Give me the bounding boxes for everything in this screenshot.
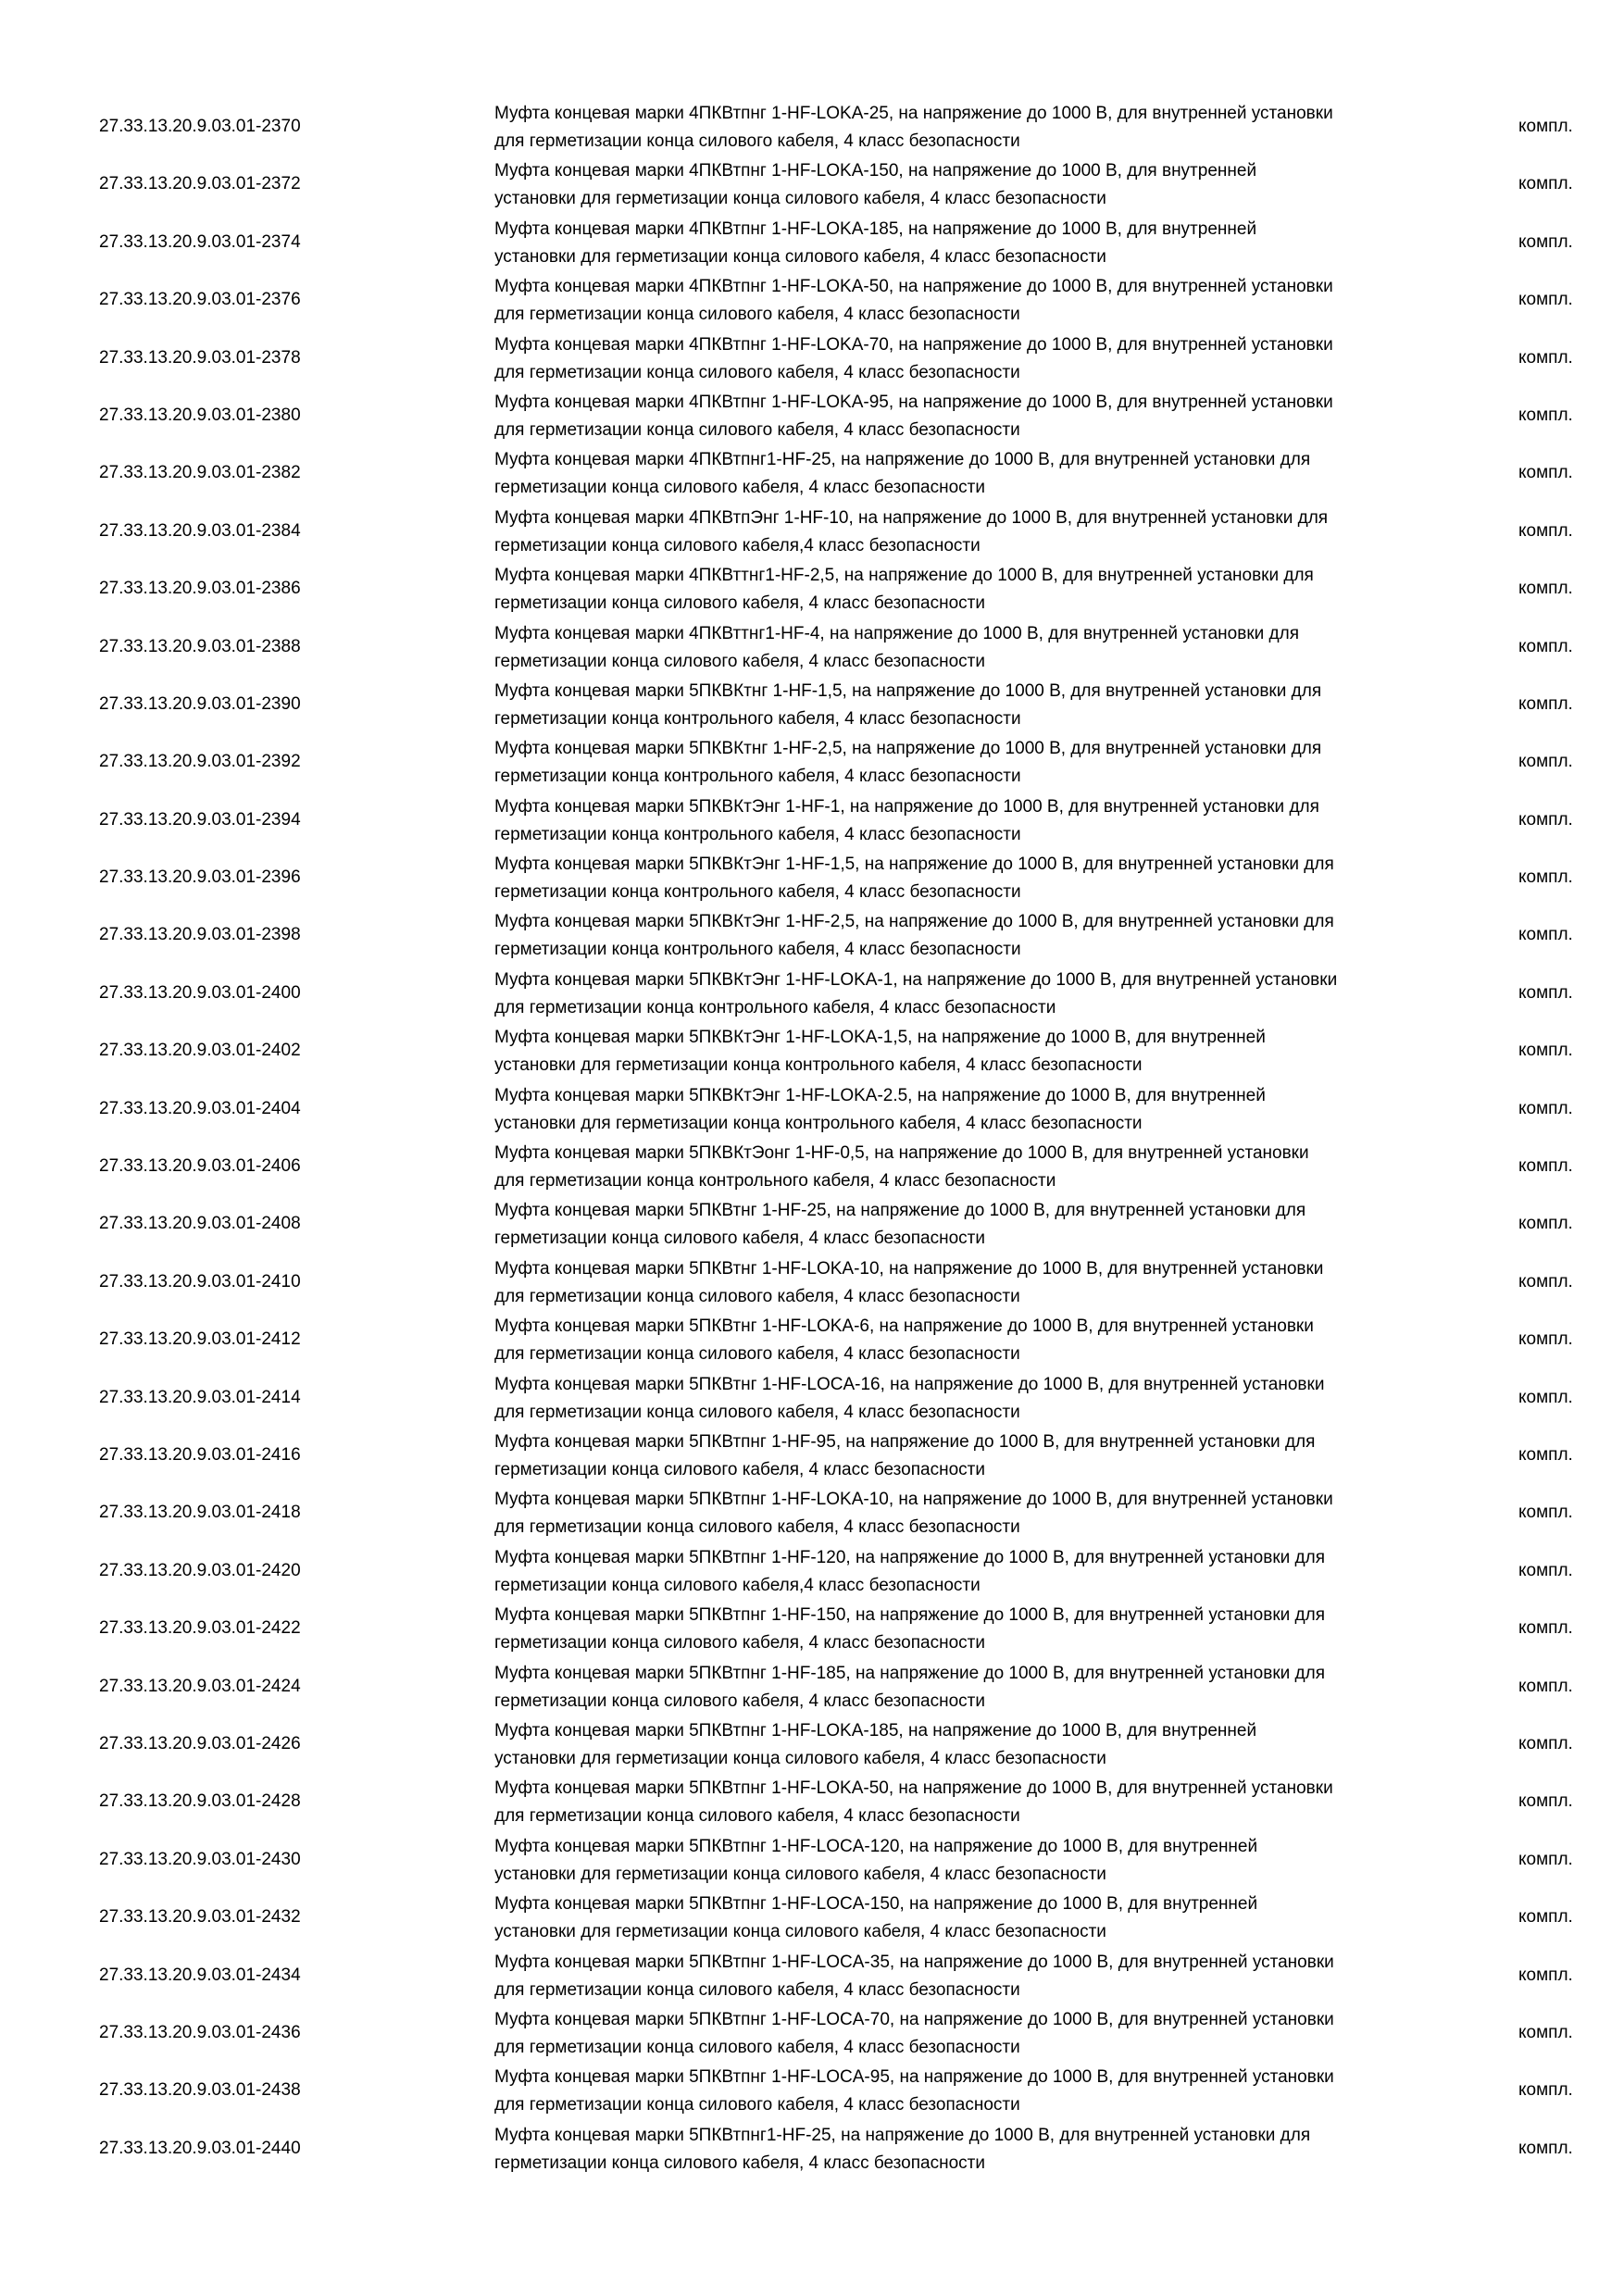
item-unit: компл. (1518, 2138, 1573, 2158)
item-unit: компл. (1518, 117, 1573, 136)
item-unit: компл. (1518, 1676, 1573, 1696)
item-code: 27.33.13.20.9.03.01-2416 (99, 1444, 301, 1465)
item-description-line-2: установки для герметизации конца силового кабеля, 4 класс безопасности (494, 1864, 1106, 1884)
table-row (0, 1427, 1624, 1484)
table-row (0, 2120, 1624, 2177)
table-row (0, 330, 1624, 387)
item-unit: компл. (1518, 231, 1573, 252)
item-description-line-2: для герметизации конца силового кабеля, 4 класс безопасности (494, 305, 1020, 325)
item-code: 27.33.13.20.9.03.01-2374 (99, 231, 301, 252)
item-description (494, 331, 1457, 387)
item-description (494, 1602, 1457, 1657)
item-description-line-2: герметизации конца контрольного кабеля, 4 класс безопасности (494, 767, 1021, 787)
item-description-line-2: герметизации конца силового кабеля,4 класс безопасности (494, 1575, 981, 1595)
table-row (0, 1138, 1624, 1195)
item-code: 27.33.13.20.9.03.01-2378 (99, 347, 301, 368)
item-description-line-1: Муфта концевая марки 5ПКВтпнг 1-HF-LOCA-95, на напряжение до 1000 В, для внутренней установки (494, 2067, 1334, 2088)
item-description (494, 1833, 1457, 1889)
item-description-line-2: установки для герметизации конца силового кабеля, 4 класс безопасности (494, 246, 1106, 267)
item-description-line-1: Муфта концевая марки 5ПКВтпнг 1-HF-LOCA-70, на напряжение до 1000 В, для внутренней установки (494, 2009, 1334, 2029)
item-code: 27.33.13.20.9.03.01-2376 (99, 290, 301, 310)
item-description-line-2: герметизации конца контрольного кабеля, 4 класс безопасности (494, 708, 1021, 729)
table-row (0, 849, 1624, 906)
item-description-line-1: Муфта концевая марки 4ПКВтпнг 1-HF-LOKA-70, на напряжение до 1000 В, для внутренней установки (494, 334, 1333, 355)
item-description-line-1: Муфта концевая марки 5ПКВКтЭнг 1-HF-LOKA-1, на напряжение до 1000 В, для внутренней установки (494, 969, 1338, 990)
item-description-line-1: Муфта концевая марки 5ПКВтпнг 1-HF-185, на напряжение до 1000 В, для внутренней установки для (494, 1663, 1325, 1683)
item-description-line-2: для герметизации конца силового кабеля, 4 класс безопасности (494, 1979, 1020, 2000)
item-code: 27.33.13.20.9.03.01-2386 (99, 579, 301, 599)
item-description-line-1: Муфта концевая марки 5ПКВтпнг 1-HF-120, на напряжение до 1000 В, для внутренней установки для (494, 1547, 1325, 1567)
item-description-line-2: для герметизации конца контрольного кабеля, 4 класс безопасности (494, 1171, 1056, 1192)
item-description (494, 1140, 1457, 1195)
item-description (494, 1486, 1457, 1541)
item-description-line-2: герметизации конца силового кабеля, 4 класс безопасности (494, 1459, 985, 1479)
item-description-line-1: Муфта концевая марки 5ПКВтнг 1-HF-LOCA-16, на напряжение до 1000 В, для внутренней установки (494, 1374, 1325, 1394)
table-row (0, 1831, 1624, 1889)
catalog-table (0, 98, 1624, 2177)
item-description-line-2: для герметизации конца контрольного кабеля, 4 класс безопасности (494, 997, 1056, 1017)
item-unit: компл. (1518, 290, 1573, 310)
item-description (494, 273, 1457, 329)
item-description-line-2: герметизации конца силового кабеля, 4 класс безопасности (494, 2152, 985, 2173)
item-description-line-1: Муфта концевая марки 5ПКВКтЭнг 1-HF-LOKA-2.5, на напряжение до 1000 В, для внутренней (494, 1085, 1266, 1105)
item-code: 27.33.13.20.9.03.01-2392 (99, 752, 301, 772)
item-unit: компл. (1518, 1041, 1573, 1061)
item-description-line-2: герметизации конца силового кабеля, 4 класс безопасности (494, 593, 985, 614)
item-description (494, 735, 1457, 791)
item-description-line-1: Муфта концевая марки 5ПКВтпнг 1-HF-LOKA-50, на напряжение до 1000 В, для внутренней установки (494, 1778, 1333, 1799)
table-row (0, 965, 1624, 1022)
item-description-line-2: герметизации конца силового кабеля, 4 класс безопасности (494, 478, 985, 498)
item-description-line-2: для герметизации конца силового кабеля, 4 класс безопасности (494, 1402, 1020, 1422)
item-unit: компл. (1518, 2022, 1573, 2042)
item-description-line-1: Муфта концевая марки 4ПКВтпнг1-HF-25, на напряжение до 1000 В, для внутренней установки для (494, 450, 1311, 470)
item-description-line-2: герметизации конца силового кабеля, 4 класс безопасности (494, 1633, 985, 1653)
item-description-line-2: герметизации конца контрольного кабеля, 4 класс безопасности (494, 824, 1021, 844)
item-description-line-1: Муфта концевая марки 4ПКВтпнг 1-HF-LOKA-185, на напряжение до 1000 В, для внутренней (494, 218, 1257, 239)
item-code: 27.33.13.20.9.03.01-2400 (99, 982, 301, 1003)
item-unit: компл. (1518, 925, 1573, 945)
item-unit: компл. (1518, 347, 1573, 368)
item-unit: компл. (1518, 1387, 1573, 1407)
table-row (0, 2004, 1624, 2062)
table-row (0, 1600, 1624, 1657)
item-unit: компл. (1518, 1271, 1573, 1292)
table-row (0, 1542, 1624, 1600)
item-unit: компл. (1518, 405, 1573, 425)
item-description-line-2: для герметизации конца силового кабеля, 4 класс безопасности (494, 2095, 1020, 2115)
table-row (0, 156, 1624, 213)
item-description (494, 1197, 1457, 1253)
item-code: 27.33.13.20.9.03.01-2412 (99, 1329, 301, 1350)
item-description (494, 1890, 1457, 1946)
item-code: 27.33.13.20.9.03.01-2410 (99, 1271, 301, 1292)
item-description-line-2: герметизации конца силового кабеля, 4 класс безопасности (494, 1229, 985, 1249)
item-description-line-1: Муфта концевая марки 5ПКВКтЭнг 1-HF-2,5, на напряжение до 1000 В, для внутренней установки для (494, 912, 1334, 932)
item-description (494, 157, 1457, 213)
item-code: 27.33.13.20.9.03.01-2390 (99, 693, 301, 714)
table-row (0, 560, 1624, 618)
table-row (0, 733, 1624, 791)
item-description (494, 2064, 1457, 2119)
item-description-line-1: Муфта концевая марки 4ПКВтпЭнг 1-HF-10, на напряжение до 1000 В, для внутренней установки для (494, 507, 1329, 528)
item-description (494, 389, 1457, 444)
item-description (494, 1082, 1457, 1138)
item-code: 27.33.13.20.9.03.01-2402 (99, 1041, 301, 1061)
item-unit: компл. (1518, 1618, 1573, 1639)
item-description-line-2: герметизации конца силового кабеля, 4 класс безопасности (494, 651, 985, 671)
item-description-line-1: Муфта концевая марки 5ПКВтнг 1-HF-LOKA-6, на напряжение до 1000 В, для внутренней установки (494, 1316, 1314, 1337)
item-unit: компл. (1518, 1849, 1573, 1869)
item-code: 27.33.13.20.9.03.01-2370 (99, 117, 301, 136)
item-unit: компл. (1518, 1907, 1573, 1928)
item-description-line-2: герметизации конца контрольного кабеля, 4 класс безопасности (494, 940, 1021, 960)
table-row (0, 1369, 1624, 1427)
item-unit: компл. (1518, 1733, 1573, 1753)
item-description (494, 1429, 1457, 1484)
item-description-line-2: для герметизации конца силового кабеля, 4 класс безопасности (494, 1517, 1020, 1538)
item-description-line-1: Муфта концевая марки 5ПКВтпнг 1-HF-150, на напряжение до 1000 В, для внутренней установки для (494, 1605, 1325, 1626)
item-description (494, 1775, 1457, 1830)
item-unit: компл. (1518, 1214, 1573, 1234)
item-description-line-1: Муфта концевая марки 5ПКВКтЭнг 1-HF-1,5, на напряжение до 1000 В, для внутренней установки для (494, 855, 1334, 875)
table-row (0, 676, 1624, 733)
item-code: 27.33.13.20.9.03.01-2394 (99, 809, 301, 830)
item-description-line-1: Муфта концевая марки 5ПКВтпнг 1-HF-95, на напряжение до 1000 В, для внутренней установки для (494, 1431, 1316, 1452)
item-unit: компл. (1518, 1098, 1573, 1118)
item-code: 27.33.13.20.9.03.01-2414 (99, 1387, 301, 1407)
item-description-line-1: Муфта концевая марки 5ПКВтпнг 1-HF-LOCA-35, на напряжение до 1000 В, для внутренней установки (494, 1952, 1334, 1972)
item-code: 27.33.13.20.9.03.01-2384 (99, 520, 301, 541)
item-description-line-2: герметизации конца силового кабеля,4 класс безопасности (494, 535, 981, 555)
item-description (494, 1717, 1457, 1773)
item-unit: компл. (1518, 1503, 1573, 1523)
item-unit: компл. (1518, 1156, 1573, 1177)
table-row (0, 214, 1624, 271)
item-description-line-1: Муфта концевая марки 5ПКВтнг 1-HF-LOKA-10, на напряжение до 1000 В, для внутренней установки (494, 1258, 1324, 1279)
item-code: 27.33.13.20.9.03.01-2408 (99, 1214, 301, 1234)
item-code: 27.33.13.20.9.03.01-2432 (99, 1907, 301, 1928)
item-description-line-2: герметизации конца силового кабеля, 4 класс безопасности (494, 1691, 985, 1711)
item-description-line-2: установки для герметизации конца силового кабеля, 4 класс безопасности (494, 1748, 1106, 1768)
item-unit: компл. (1518, 1791, 1573, 1812)
item-code: 27.33.13.20.9.03.01-2382 (99, 463, 301, 483)
item-description (494, 2122, 1457, 2177)
item-code: 27.33.13.20.9.03.01-2430 (99, 1849, 301, 1869)
item-code: 27.33.13.20.9.03.01-2422 (99, 1618, 301, 1639)
table-row (0, 1947, 1624, 2004)
item-unit: компл. (1518, 1560, 1573, 1580)
item-description-line-2: установки для герметизации конца силового кабеля, 4 класс безопасности (494, 1922, 1106, 1942)
item-code: 27.33.13.20.9.03.01-2424 (99, 1676, 301, 1696)
item-code: 27.33.13.20.9.03.01-2434 (99, 1965, 301, 1985)
item-description-line-1: Муфта концевая марки 4ПКВтпнг 1-HF-LOKA-50, на напряжение до 1000 В, для внутренней установки (494, 277, 1333, 297)
item-code: 27.33.13.20.9.03.01-2440 (99, 2138, 301, 2158)
item-unit: компл. (1518, 579, 1573, 599)
table-row (0, 98, 1624, 156)
item-unit: компл. (1518, 752, 1573, 772)
item-description-line-2: для герметизации конца силового кабеля, 4 класс безопасности (494, 362, 1020, 382)
table-row (0, 2062, 1624, 2119)
item-description-line-2: для герметизации конца силового кабеля, 4 класс безопасности (494, 1344, 1020, 1365)
item-description-line-2: установки для герметизации конца контрольного кабеля, 4 класс безопасности (494, 1055, 1143, 1076)
table-row (0, 503, 1624, 560)
item-unit: компл. (1518, 520, 1573, 541)
item-description-line-1: Муфта концевая марки 5ПКВтпнг 1-HF-LOKA-185, на напряжение до 1000 В, для внутренней (494, 1720, 1257, 1741)
item-description-line-2: установки для герметизации конца контрольного кабеля, 4 класс безопасности (494, 1113, 1143, 1133)
item-description-line-1: Муфта концевая марки 5ПКВтпнг 1-HF-LOCA-150, на напряжение до 1000 В, для внутренней (494, 1894, 1258, 1915)
item-code: 27.33.13.20.9.03.01-2398 (99, 925, 301, 945)
table-row (0, 1889, 1624, 1946)
item-description (494, 446, 1457, 502)
item-description (494, 100, 1457, 156)
item-description-line-1: Муфта концевая марки 5ПКВКтнг 1-HF-2,5, на напряжение до 1000 В, для внутренней установки для (494, 739, 1322, 759)
table-row (0, 1022, 1624, 1079)
table-row (0, 444, 1624, 502)
item-unit: компл. (1518, 1965, 1573, 1985)
item-description-line-1: Муфта концевая марки 4ПКВтпнг 1-HF-LOKA-25, на напряжение до 1000 В, для внутренней установки (494, 104, 1333, 123)
table-row (0, 792, 1624, 849)
table-row (0, 1254, 1624, 1311)
table-row (0, 1658, 1624, 1716)
item-description-line-1: Муфта концевая марки 4ПКВттнг1-HF-4, на напряжение до 1000 В, для внутренней установки для (494, 623, 1299, 643)
item-description (494, 678, 1457, 733)
item-unit: компл. (1518, 982, 1573, 1003)
item-code: 27.33.13.20.9.03.01-2388 (99, 636, 301, 656)
item-description (494, 793, 1457, 849)
item-description (494, 967, 1457, 1022)
item-description (494, 216, 1457, 271)
table-row (0, 1484, 1624, 1541)
item-description-line-2: для герметизации конца силового кабеля, 4 класс безопасности (494, 1806, 1020, 1827)
item-code: 27.33.13.20.9.03.01-2404 (99, 1098, 301, 1118)
item-unit: компл. (1518, 693, 1573, 714)
item-unit: компл. (1518, 867, 1573, 888)
item-description (494, 1371, 1457, 1427)
item-description-line-2: установки для герметизации конца силового кабеля, 4 класс безопасности (494, 189, 1106, 209)
item-code: 27.33.13.20.9.03.01-2396 (99, 867, 301, 888)
item-description-line-1: Муфта концевая марки 5ПКВтнг 1-HF-25, на напряжение до 1000 В, для внутренней установки для (494, 1201, 1306, 1221)
table-row (0, 1195, 1624, 1253)
item-description-line-2: для герметизации конца силового кабеля, 4 класс безопасности (494, 419, 1020, 440)
item-description-line-2: герметизации конца контрольного кабеля, 4 класс безопасности (494, 882, 1021, 903)
table-row (0, 1773, 1624, 1830)
item-code: 27.33.13.20.9.03.01-2420 (99, 1560, 301, 1580)
table-row (0, 1311, 1624, 1368)
item-description-line-1: Муфта концевая марки 4ПКВтпнг 1-HF-LOKA-150, на напряжение до 1000 В, для внутренней (494, 161, 1257, 181)
table-row (0, 1716, 1624, 1773)
item-description (494, 1949, 1457, 2004)
item-unit: компл. (1518, 636, 1573, 656)
item-description-line-1: Муфта концевая марки 5ПКВтпнг1-HF-25, на напряжение до 1000 В, для внутренней установки для (494, 2125, 1311, 2145)
item-code: 27.33.13.20.9.03.01-2418 (99, 1503, 301, 1523)
item-code: 27.33.13.20.9.03.01-2436 (99, 2022, 301, 2042)
item-description (494, 2006, 1457, 2062)
item-description-line-1: Муфта концевая марки 5ПКВтпнг 1-HF-LOKA-10, на напряжение до 1000 В, для внутренней установки (494, 1490, 1333, 1510)
item-description (494, 1024, 1457, 1079)
item-code: 27.33.13.20.9.03.01-2380 (99, 405, 301, 425)
table-row (0, 906, 1624, 964)
item-unit: компл. (1518, 174, 1573, 194)
item-description (494, 1544, 1457, 1600)
item-description-line-1: Муфта концевая марки 5ПКВтпнг 1-HF-LOCA-120, на напряжение до 1000 В, для внутренней (494, 1836, 1258, 1856)
item-description (494, 1255, 1457, 1311)
item-description (494, 505, 1457, 560)
item-code: 27.33.13.20.9.03.01-2428 (99, 1791, 301, 1812)
item-unit: компл. (1518, 1329, 1573, 1350)
item-unit: компл. (1518, 1444, 1573, 1465)
item-description (494, 620, 1457, 676)
item-code: 27.33.13.20.9.03.01-2438 (99, 2080, 301, 2101)
item-description (494, 1313, 1457, 1368)
table-row (0, 387, 1624, 444)
table-row (0, 1080, 1624, 1138)
item-description-line-1: Муфта концевая марки 5ПКВКтЭнг 1-HF-1, на напряжение до 1000 В, для внутренней установки для (494, 796, 1319, 817)
item-code: 27.33.13.20.9.03.01-2426 (99, 1733, 301, 1753)
item-description-line-1: Муфта концевая марки 5ПКВКтЭнг 1-HF-LOKA-1,5, на напряжение до 1000 В, для внутренней (494, 1028, 1266, 1048)
item-description-line-2: для герметизации конца силового кабеля, 4 класс безопасности (494, 1286, 1020, 1306)
item-description (494, 562, 1457, 618)
item-code: 27.33.13.20.9.03.01-2372 (99, 174, 301, 194)
item-description-line-1: Муфта концевая марки 4ПКВтпнг 1-HF-LOKA-95, на напряжение до 1000 В, для внутренней установки (494, 392, 1333, 412)
item-description-line-1: Муфта концевая марки 5ПКВКтнг 1-HF-1,5, на напряжение до 1000 В, для внутренней установки для (494, 680, 1322, 701)
item-description-line-2: для герметизации конца силового кабеля, 4 класс безопасности (494, 131, 1020, 151)
item-unit: компл. (1518, 2080, 1573, 2101)
item-description-line-1: Муфта концевая марки 5ПКВКтЭонг 1-HF-0,5, на напряжение до 1000 В, для внутренней установки (494, 1143, 1309, 1164)
item-description (494, 908, 1457, 964)
item-unit: компл. (1518, 463, 1573, 483)
item-description-line-1: Муфта концевая марки 4ПКВттнг1-HF-2,5, на напряжение до 1000 В, для внутренней установки для (494, 566, 1314, 586)
item-description (494, 851, 1457, 906)
item-code: 27.33.13.20.9.03.01-2406 (99, 1156, 301, 1177)
table-row (0, 271, 1624, 329)
item-description (494, 1660, 1457, 1716)
item-unit: компл. (1518, 809, 1573, 830)
table-row (0, 618, 1624, 676)
item-description-line-2: для герметизации конца силового кабеля, 4 класс безопасности (494, 2037, 1020, 2057)
